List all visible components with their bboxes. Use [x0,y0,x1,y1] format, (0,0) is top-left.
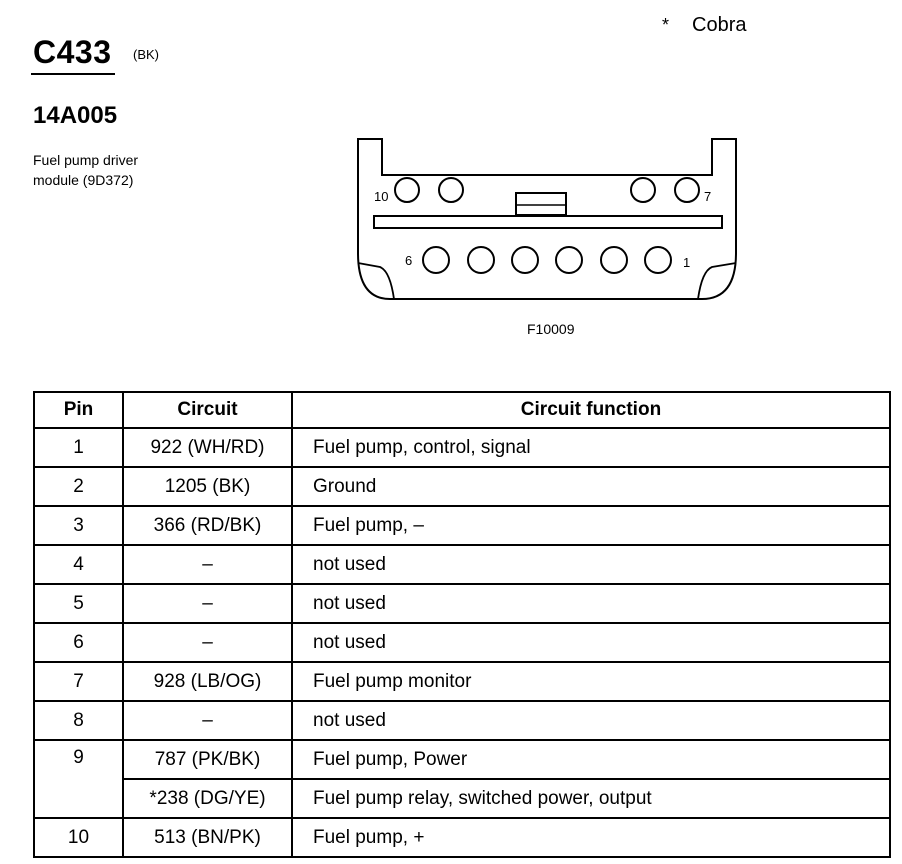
connector-housing [358,139,736,299]
pin-cell: 2 [34,467,123,506]
connector-latch [516,193,566,215]
pin-cell: 1 [34,428,123,467]
pin-2-cavity [601,247,627,273]
circuit-cell: 787 (PK/BK) [123,740,292,779]
function-cell: Fuel pump, – [292,506,890,545]
connector-color: (BK) [133,47,159,62]
pin-label-1: 1 [683,255,691,270]
circuit-cell: 1205 (BK) [123,467,292,506]
table-row [34,428,890,467]
footnote-text: Cobra [692,14,747,36]
pin-cell: 3 [34,506,123,545]
table-row [34,701,890,740]
pin-label-7: 7 [704,189,712,204]
table-row [34,818,890,857]
pin-cell: 9 [34,740,123,818]
table-row [34,506,890,545]
circuit-cell: *238 (DG/YE) [123,779,292,818]
pin-cell: 7 [34,662,123,701]
pin-10-cavity [395,178,419,202]
function-cell: Fuel pump monitor [292,662,890,701]
pin-5-cavity [468,247,494,273]
footnote [662,14,746,37]
pin-table [33,391,891,858]
footnote-marker: * [662,15,670,35]
divider-bar [374,216,722,228]
function-cell: Fuel pump, Power [292,740,890,779]
function-cell: not used [292,545,890,584]
function-cell: Fuel pump relay, switched power, output [292,779,890,818]
pin-label-10: 10 [374,189,389,204]
function-cell: Ground [292,467,890,506]
circuit-cell: – [123,545,292,584]
pin-3-cavity [556,247,582,273]
pin-9-cavity [439,178,463,202]
circuit-cell: – [123,584,292,623]
table-row [34,662,890,701]
circuit-cell: 366 (RD/BK) [123,506,292,545]
pin-7-cavity [675,178,699,202]
function-cell: not used [292,701,890,740]
circuit-cell: – [123,701,292,740]
header-function: Circuit function [292,392,890,428]
description-line-1: Fuel pump driver [33,152,139,168]
table-header-row [34,392,890,428]
description-line-2: module (9D372) [33,172,134,188]
pin-cell: 10 [34,818,123,857]
circuit-cell: 922 (WH/RD) [123,428,292,467]
connector-id: C433 [33,34,112,70]
pin-4-cavity [512,247,538,273]
pin-cell: 8 [34,701,123,740]
pin-cell: 6 [34,623,123,662]
pin-cell: 4 [34,545,123,584]
header-circuit: Circuit [123,392,292,428]
function-cell: not used [292,584,890,623]
table-row [34,467,890,506]
figure-code: F10009 [527,321,575,337]
table-row [34,623,890,662]
pin-8-cavity [631,178,655,202]
connector-face-diagram [350,135,742,307]
function-cell: not used [292,623,890,662]
pin-cell: 5 [34,584,123,623]
part-number: 14A005 [33,102,118,129]
pin-6-cavity [423,247,449,273]
circuit-cell: 513 (BN/PK) [123,818,292,857]
circuit-cell: – [123,623,292,662]
table-row [34,740,890,779]
header-pin: Pin [34,392,123,428]
pin-label-6: 6 [405,253,413,268]
function-cell: Fuel pump, + [292,818,890,857]
table-row [34,584,890,623]
title-underline [31,73,115,75]
function-cell: Fuel pump, control, signal [292,428,890,467]
table-row [34,779,890,818]
circuit-cell: 928 (LB/OG) [123,662,292,701]
table-row [34,545,890,584]
pin-1-cavity [645,247,671,273]
